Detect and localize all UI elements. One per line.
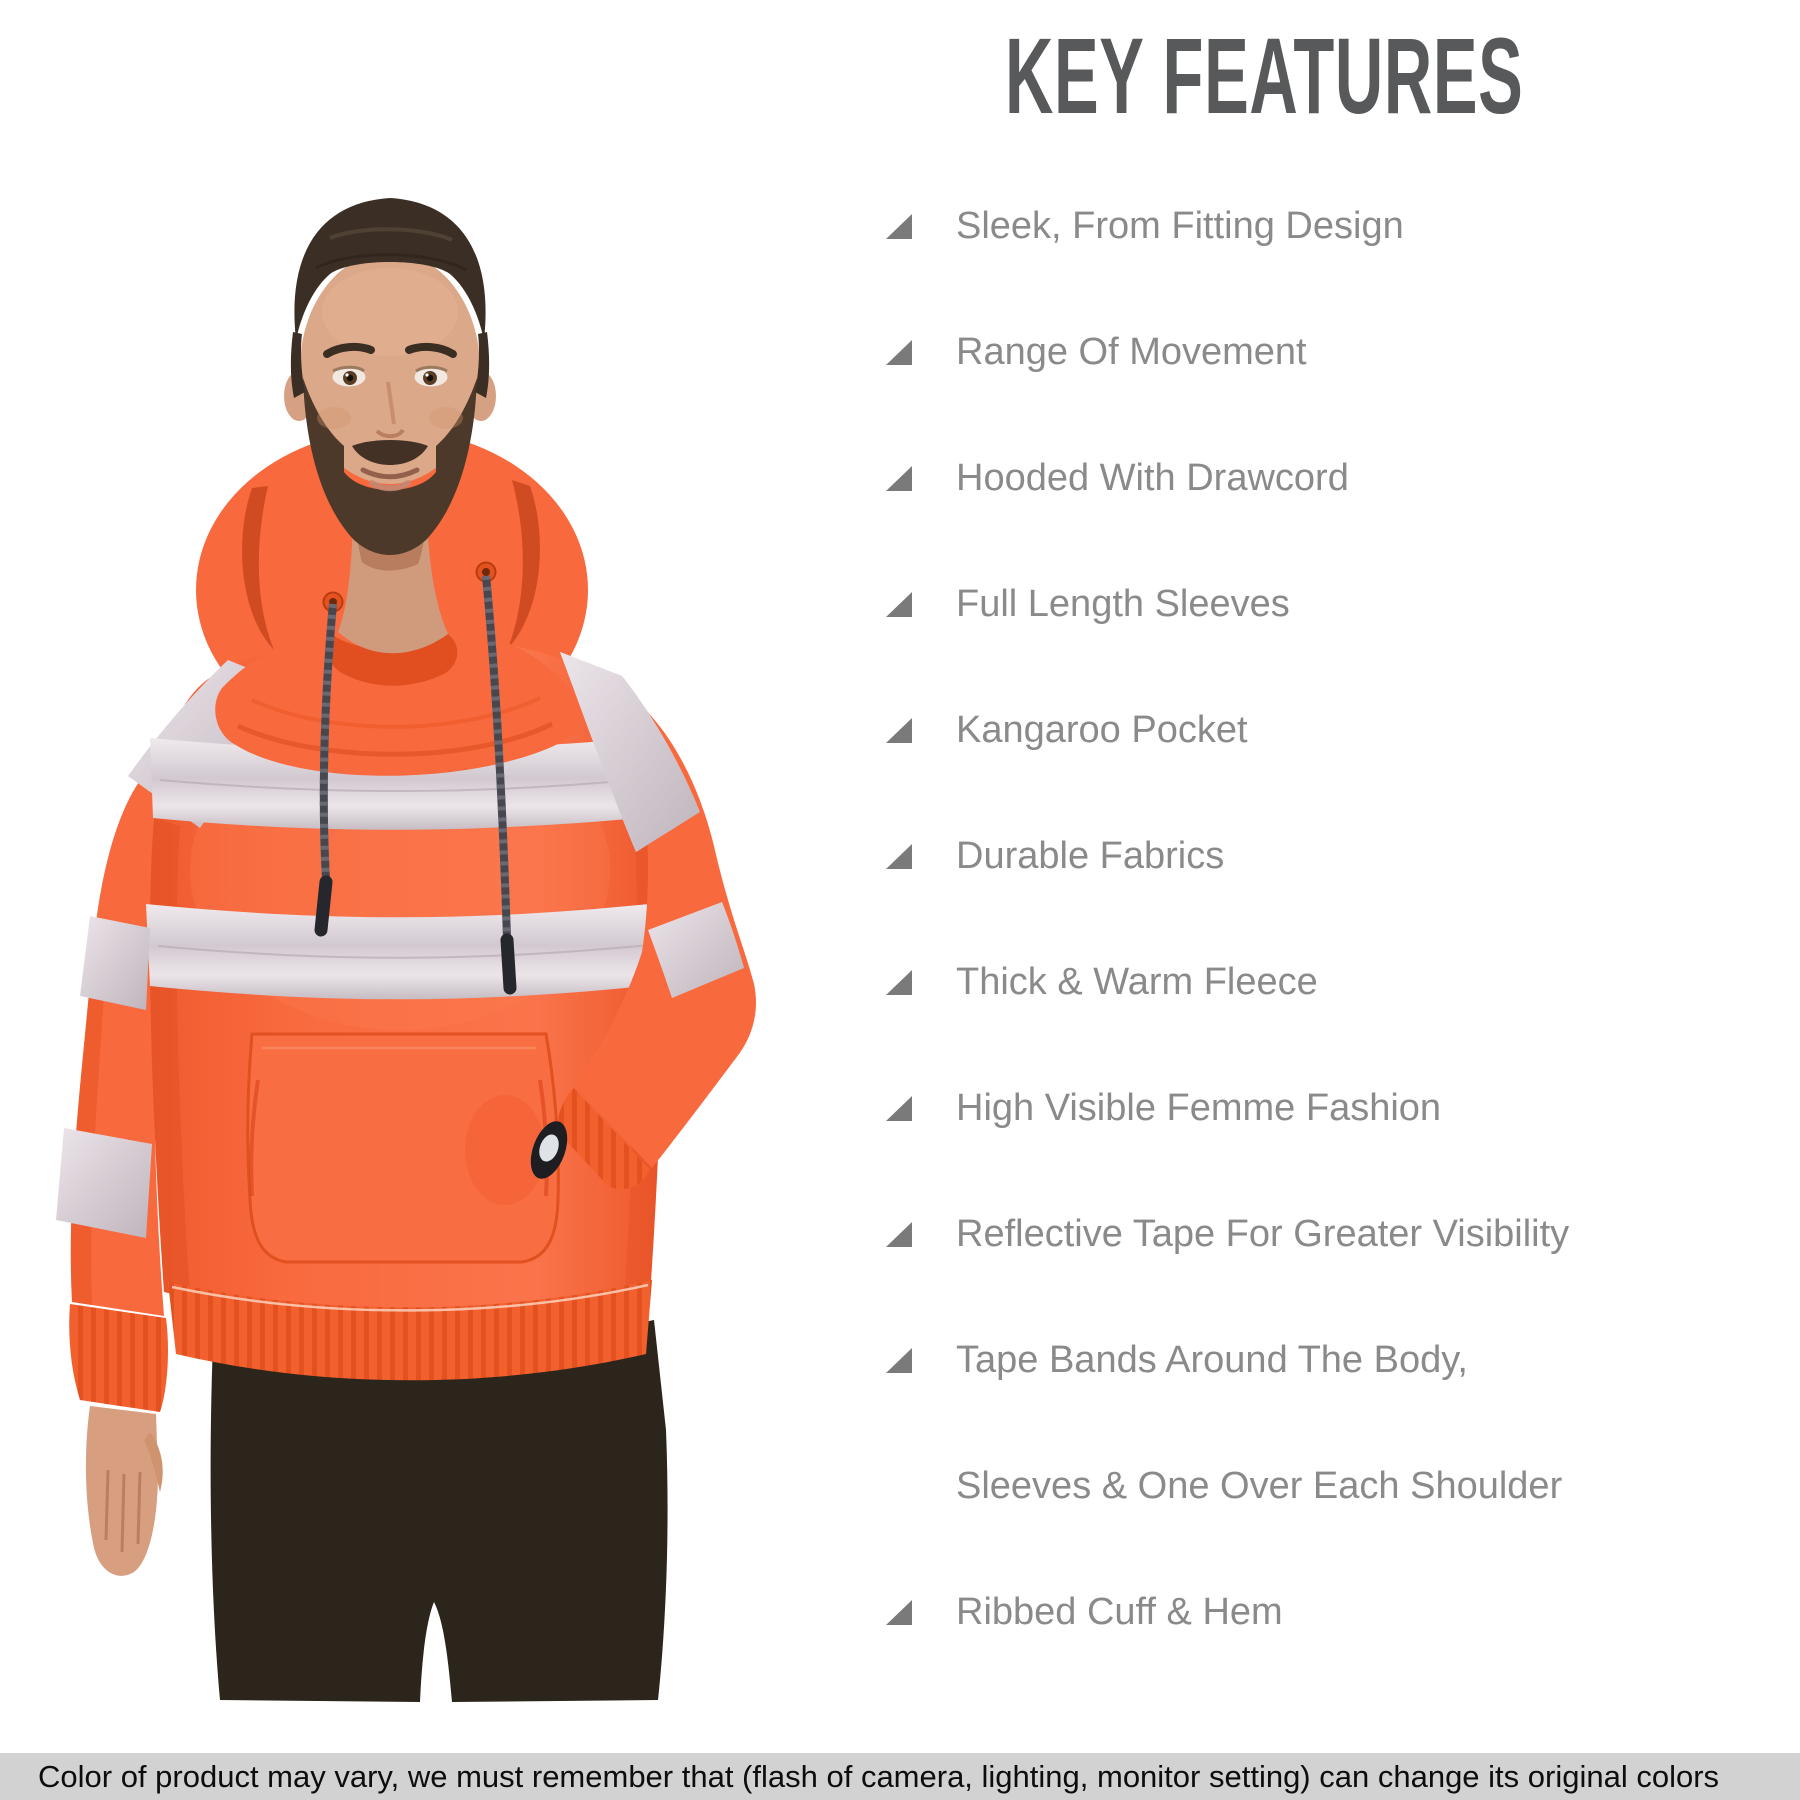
feature-item xyxy=(886,163,1569,289)
page-title: KEY FEATURES xyxy=(1005,15,1524,136)
triangle-bullet-icon xyxy=(886,340,912,365)
product-photo xyxy=(0,180,790,1752)
feature-text: Thick & Warm Fleece xyxy=(956,960,1318,1003)
triangle-bullet-icon xyxy=(886,970,912,995)
feature-item xyxy=(886,1171,1569,1297)
feature-text: High Visible Femme Fashion xyxy=(956,1086,1442,1129)
feature-text: Durable Fabrics xyxy=(956,834,1225,877)
triangle-bullet-icon xyxy=(886,1348,912,1373)
feature-item xyxy=(886,541,1569,667)
feature-item xyxy=(886,793,1569,919)
feature-text: Hooded With Drawcord xyxy=(956,456,1349,499)
disclaimer-text: Color of product may vary, we must remember that (flash of camera, lighting, monitor setting) can change its original colors xyxy=(38,1758,1720,1794)
feature-text: Reflective Tape For Greater Visibility xyxy=(956,1212,1570,1255)
triangle-bullet-icon xyxy=(886,718,912,743)
feature-text: Range Of Movement xyxy=(956,330,1307,373)
triangle-bullet-icon xyxy=(886,466,912,491)
triangle-bullet-icon xyxy=(886,214,912,239)
triangle-bullet-icon xyxy=(886,844,912,869)
feature-item-continuation xyxy=(886,1423,1569,1549)
feature-text: Full Length Sleeves xyxy=(956,582,1290,625)
triangle-bullet-icon xyxy=(886,1600,912,1625)
feature-text: Kangaroo Pocket xyxy=(956,708,1248,751)
triangle-bullet-icon xyxy=(886,592,912,617)
feature-item xyxy=(886,1045,1569,1171)
features-list xyxy=(886,163,1569,1675)
feature-item xyxy=(886,1297,1569,1423)
kangaroo-pocket xyxy=(248,1034,559,1262)
feature-item xyxy=(886,1549,1569,1675)
feature-item xyxy=(886,667,1569,793)
feature-text: Ribbed Cuff & Hem xyxy=(956,1590,1283,1633)
color-disclaimer-bar xyxy=(0,1753,1800,1800)
triangle-bullet-icon xyxy=(886,1222,912,1247)
feature-item xyxy=(886,415,1569,541)
feature-item xyxy=(886,289,1569,415)
triangle-bullet-icon xyxy=(886,1096,912,1121)
feature-item xyxy=(886,919,1569,1045)
feature-text: Sleek, From Fitting Design xyxy=(956,204,1404,247)
left-cuff-and-hand xyxy=(69,1304,168,1576)
feature-text: Tape Bands Around The Body, xyxy=(956,1338,1468,1381)
feature-text: Sleeves & One Over Each Shoulder xyxy=(956,1464,1563,1507)
